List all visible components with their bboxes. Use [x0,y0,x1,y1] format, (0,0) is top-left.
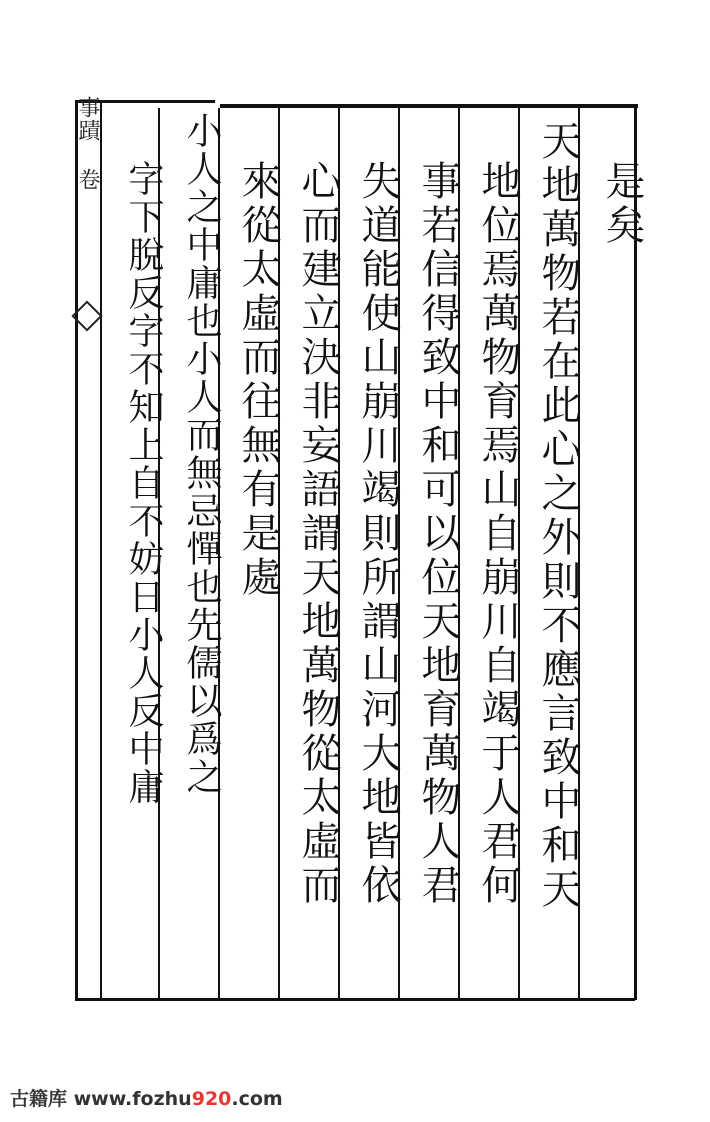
text-column-4: 事若信得致中和可以位天地育萬物人君 [415,160,461,908]
watermark-footer [10,1084,283,1111]
text-column-5: 失道能使山崩川竭則所謂山河大地皆依 [355,160,401,908]
text-column-8: 小人之中庸也小人而無忌憚也先儒以爲之 [181,112,222,796]
footer-prefix: 古籍库 www.fozhu [10,1088,192,1110]
text-column-2: 天地萬物若在此心之外則不應言致中和天 [535,120,581,912]
outer-left-border [75,100,78,1000]
text-column-9: 字下脫反字不知上自不妨日小人反中庸 [123,160,164,806]
text-column-1: 是矣 [599,160,645,248]
text-column-7: 來從太虛而往無有是處 [235,160,281,600]
text-column-6: 心而建立決非妄語謂天地萬物從太虛而 [295,160,341,908]
bottom-border [75,998,635,1001]
margin-title: 事蹟 卷 [75,96,100,191]
footer-suffix: .com [231,1088,283,1110]
top-border [220,104,638,108]
column-divider [100,100,102,998]
footer-highlight: 920 [191,1088,232,1110]
text-column-3: 地位焉萬物育焉山自崩川自竭于人君何 [475,160,521,908]
